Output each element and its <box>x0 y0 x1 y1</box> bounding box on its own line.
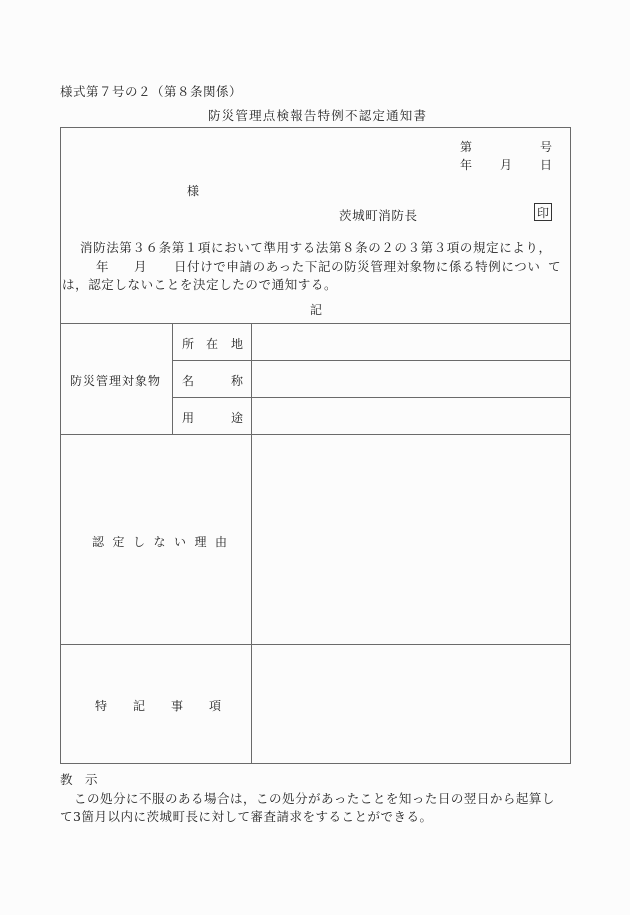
ki-heading: 記 <box>310 303 323 317</box>
target-object-label: 防災管理対象物 <box>70 374 162 388</box>
notice-body-line-3: は，認定しないことを決定したので通知する。 <box>62 277 338 292</box>
divider-line <box>172 397 571 398</box>
notice-body-line-2-end: て <box>548 259 562 274</box>
seal-stamp-box <box>534 203 552 221</box>
divider-line <box>60 323 571 324</box>
seal-label: 印 <box>536 205 549 220</box>
instruction-heading: 教 示 <box>60 772 98 787</box>
date-month: 月 <box>500 158 513 172</box>
instruction-line-1: この処分に不服のある場合は，この処分があったことを知った日の翌日から起算し <box>74 791 555 806</box>
divider-line <box>60 644 571 645</box>
notice-body-month: 月 <box>134 259 148 274</box>
row-location-label-b: 在 <box>206 337 219 351</box>
location-value-field[interactable] <box>260 335 560 353</box>
divider-line <box>172 360 571 361</box>
document-title: 防災管理点検報告特例不認定通知書 <box>208 108 428 123</box>
instruction-line-2: て3箇月以内に茨城町長に対して審査請求をすることができる。 <box>60 809 433 824</box>
row-name-label-a: 名 <box>182 374 195 388</box>
number-suffix: 号 <box>540 140 553 154</box>
addressee-suffix: 様 <box>187 184 200 198</box>
use-value-field[interactable] <box>260 409 560 427</box>
remarks-label: 特記事項 <box>95 699 248 713</box>
issuer-name: 茨城町消防長 <box>339 208 418 223</box>
date-day: 日 <box>540 158 553 172</box>
form-number-label: 様式第７号の２（第８条関係） <box>60 84 243 99</box>
divider-line <box>60 434 571 435</box>
number-prefix: 第 <box>460 140 473 154</box>
notice-body-year: 年 <box>96 259 110 274</box>
row-location-label-c: 地 <box>231 337 244 351</box>
row-use-label-c: 途 <box>231 411 244 425</box>
date-year: 年 <box>460 158 473 172</box>
remarks-value-field[interactable] <box>260 655 560 755</box>
row-location-label-a: 所 <box>182 337 195 351</box>
row-name-label-c: 称 <box>231 374 244 388</box>
reason-value-field[interactable] <box>260 445 560 635</box>
row-use-label-a: 用 <box>182 411 195 425</box>
divider-line <box>251 323 252 764</box>
notice-body-line-2: 日付けで申請のあった下記の防災管理対象物に係る特例につい <box>174 259 541 274</box>
divider-line <box>172 323 173 434</box>
notice-body-line-1: 消防法第３６条第１項において準用する法第８条の２の３第３項の規定により， <box>80 240 552 255</box>
reason-label: 認定しない理由 <box>92 535 236 549</box>
name-value-field[interactable] <box>260 372 560 390</box>
